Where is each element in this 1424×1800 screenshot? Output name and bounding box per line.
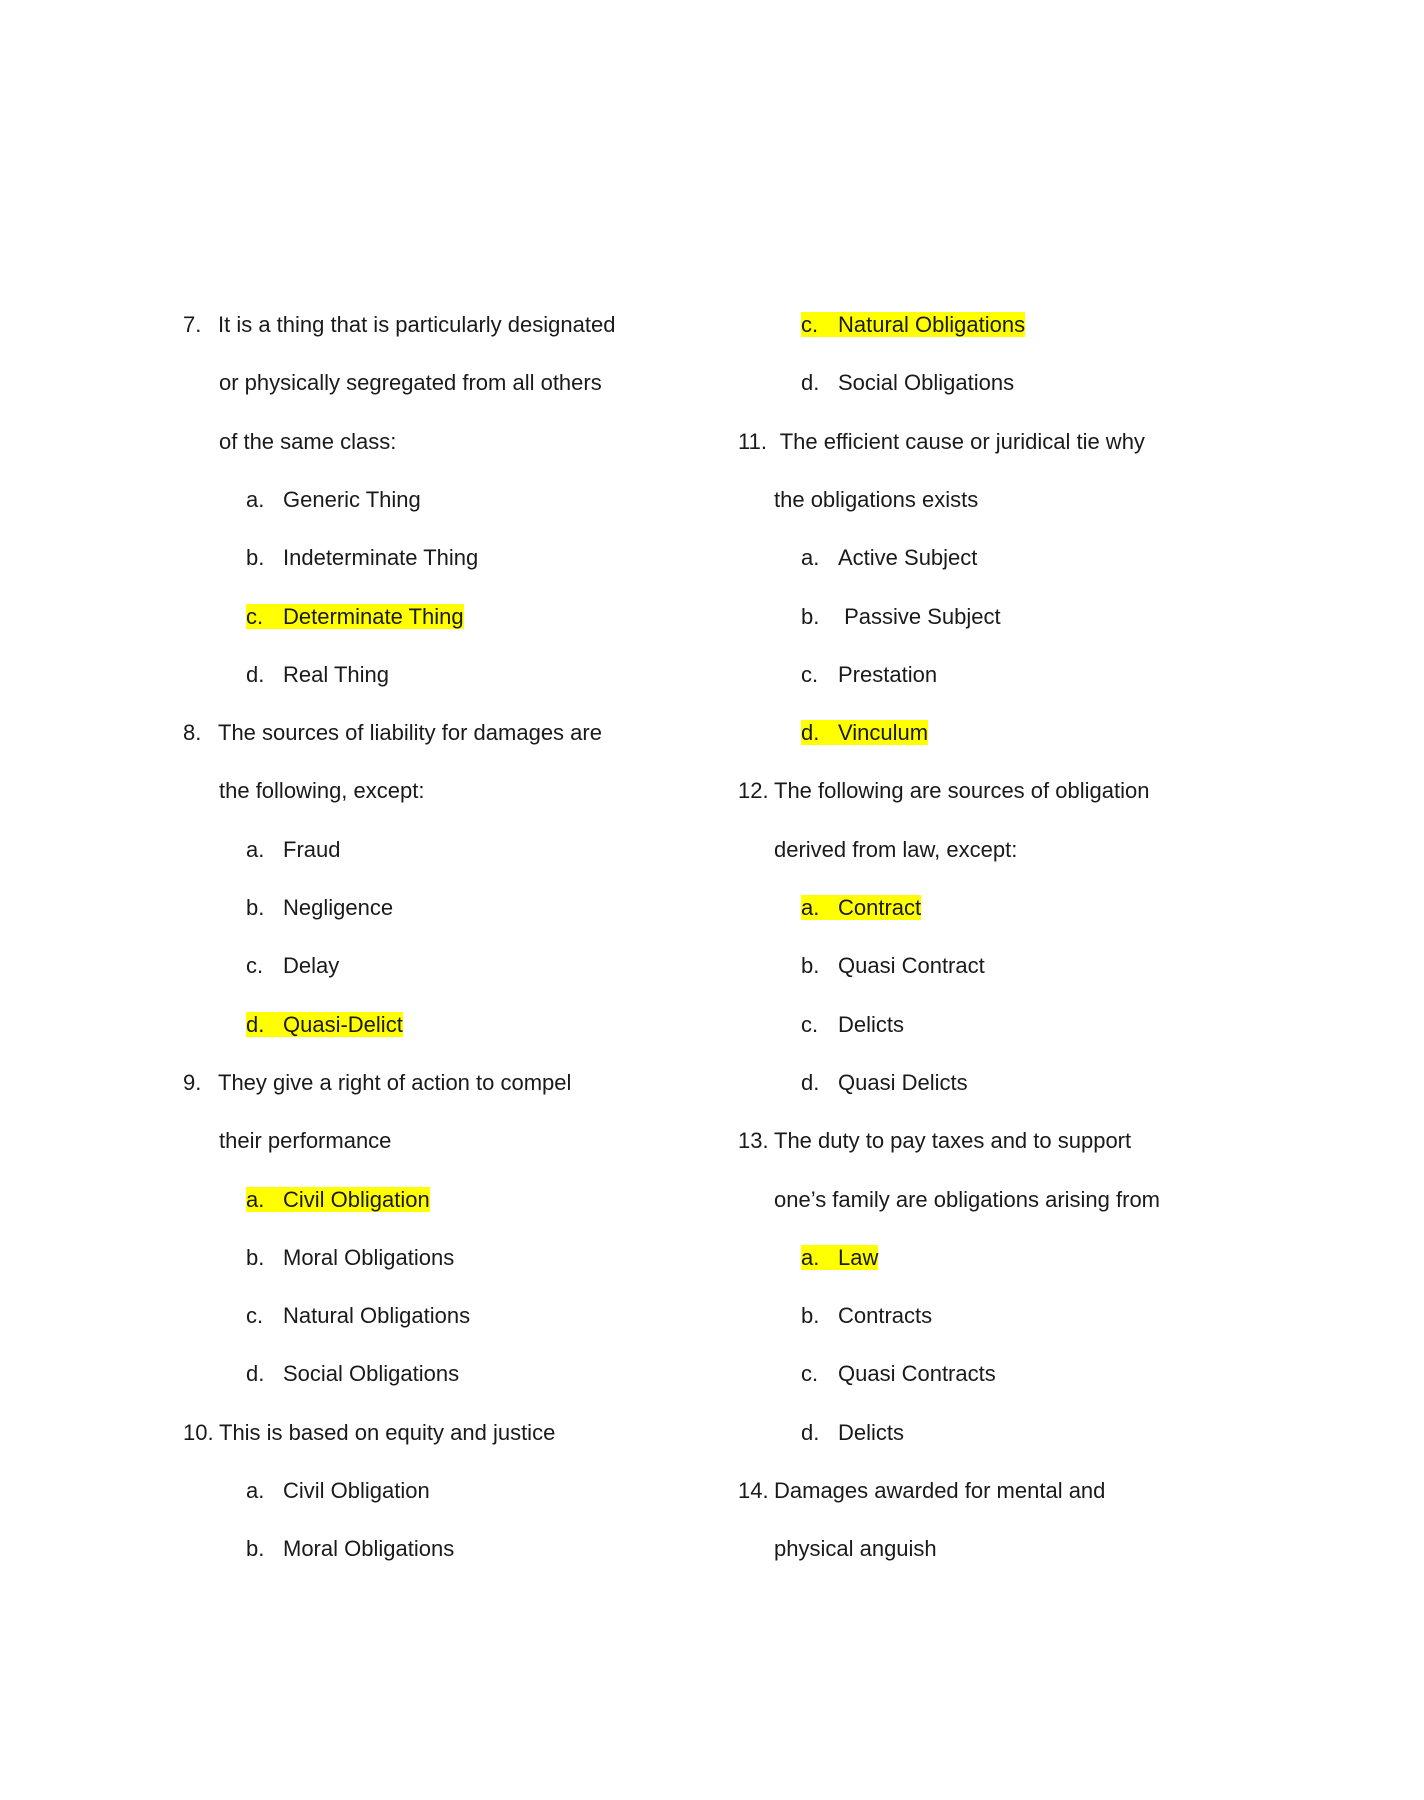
choice-letter: c. bbox=[801, 661, 819, 687]
question-text-continued: of the same class: bbox=[219, 428, 397, 454]
question-text: The duty to pay taxes and to support bbox=[774, 1128, 1132, 1154]
answer-choice bbox=[801, 1418, 904, 1448]
answer-choice-highlighted bbox=[246, 602, 464, 632]
choice-letter: a. bbox=[246, 486, 265, 512]
choice-letter: d. bbox=[801, 720, 820, 746]
question-line bbox=[183, 310, 615, 340]
choice-text: Real Thing bbox=[283, 661, 389, 687]
choice-letter: c. bbox=[246, 953, 264, 979]
choice-text: Delicts bbox=[838, 1011, 905, 1037]
highlight-mark bbox=[801, 895, 921, 920]
choice-text: Quasi Delicts bbox=[838, 1069, 968, 1095]
answer-choice bbox=[246, 1534, 454, 1564]
choice-text: Moral Obligations bbox=[283, 1244, 455, 1270]
choice-text: Passive Subject bbox=[838, 603, 1001, 629]
choice-content bbox=[801, 604, 1001, 629]
choice-content bbox=[246, 1361, 459, 1386]
choice-letter: b. bbox=[801, 603, 820, 629]
choice-letter: a. bbox=[801, 1244, 820, 1270]
choice-text: Moral Obligations bbox=[283, 1536, 455, 1562]
choice-letter: b. bbox=[801, 1303, 820, 1329]
question-line bbox=[738, 1476, 1105, 1506]
choice-content bbox=[246, 1478, 430, 1503]
question-line bbox=[183, 718, 602, 748]
answer-choice bbox=[246, 485, 421, 515]
question-number: 9. bbox=[183, 1069, 202, 1095]
choice-text: Social Obligations bbox=[283, 1361, 460, 1387]
choice-letter: c. bbox=[801, 312, 819, 337]
choice-letter: a. bbox=[801, 895, 820, 920]
choice-text: Contract bbox=[838, 895, 922, 920]
choice-letter: d. bbox=[246, 661, 265, 687]
choice-content bbox=[801, 1012, 904, 1037]
choice-content bbox=[246, 487, 421, 512]
choice-text: Quasi Contracts bbox=[838, 1361, 996, 1387]
question-text-continued: physical anguish bbox=[774, 1536, 937, 1562]
choice-letter: a. bbox=[246, 836, 265, 862]
question-number: 12. bbox=[738, 778, 769, 804]
answer-choice bbox=[246, 1476, 430, 1506]
choice-letter: d. bbox=[801, 1419, 820, 1445]
answer-choice bbox=[246, 543, 478, 573]
choice-content bbox=[801, 1070, 968, 1095]
question-line bbox=[183, 1418, 555, 1448]
answer-choice bbox=[801, 368, 1014, 398]
choice-text: Delay bbox=[283, 953, 340, 979]
choice-letter: a. bbox=[246, 1478, 265, 1503]
question-line bbox=[738, 776, 1149, 806]
answer-choice-highlighted bbox=[246, 1010, 403, 1040]
question-text-continued: or physically segregated from all others bbox=[219, 370, 602, 396]
question-text: The efficient cause or juridical tie why bbox=[774, 428, 1145, 454]
choice-content bbox=[246, 662, 389, 687]
choice-letter: d. bbox=[801, 370, 820, 396]
answer-choice bbox=[801, 602, 1001, 632]
question-text: It is a thing that is particularly designated bbox=[218, 312, 616, 337]
choice-content bbox=[801, 1303, 932, 1328]
question-number: 13. bbox=[738, 1128, 769, 1154]
question-number: 14. bbox=[738, 1478, 769, 1503]
answer-choice-highlighted bbox=[801, 718, 928, 748]
choice-text: Natural Obligations bbox=[838, 312, 1026, 337]
choice-content bbox=[801, 953, 985, 978]
question-text-continued: their performance bbox=[219, 1128, 392, 1154]
question-text-continued: the obligations exists bbox=[774, 486, 979, 512]
question-number: 10. bbox=[183, 1419, 214, 1445]
question-number: 8. bbox=[183, 720, 202, 746]
question-number: 7. bbox=[183, 312, 202, 337]
choice-letter: b. bbox=[246, 545, 265, 571]
answer-choice bbox=[246, 835, 340, 865]
choice-letter: a. bbox=[246, 1186, 265, 1212]
highlight-mark bbox=[246, 1012, 403, 1037]
choice-letter: a. bbox=[801, 545, 820, 571]
choice-text: Civil Obligation bbox=[283, 1478, 430, 1503]
choice-text: Quasi Contract bbox=[838, 953, 985, 979]
choice-letter: c. bbox=[801, 1011, 819, 1037]
answer-choice bbox=[246, 1359, 459, 1389]
answer-choice bbox=[801, 1068, 968, 1098]
answer-choice bbox=[801, 1010, 904, 1040]
choice-letter: b. bbox=[246, 895, 265, 920]
question-line bbox=[738, 1126, 1131, 1156]
highlight-mark bbox=[801, 312, 1025, 337]
choice-text: Law bbox=[838, 1244, 879, 1270]
choice-text: Negligence bbox=[283, 895, 394, 920]
choice-letter: d. bbox=[246, 1011, 265, 1037]
highlight-mark bbox=[246, 1187, 430, 1212]
answer-choice bbox=[801, 543, 977, 573]
question-text: They give a right of action to compel bbox=[218, 1069, 572, 1095]
answer-choice-highlighted bbox=[801, 1243, 878, 1273]
choice-content bbox=[246, 545, 478, 570]
question-text: The following are sources of obligation bbox=[774, 778, 1150, 804]
choice-text: Active Subject bbox=[838, 545, 978, 571]
choice-text: Determinate Thing bbox=[283, 603, 464, 629]
question-text: Damages awarded for mental and bbox=[774, 1478, 1106, 1503]
choice-content bbox=[801, 1361, 996, 1386]
answer-choice bbox=[801, 1301, 932, 1331]
question-line bbox=[738, 427, 1145, 457]
answer-choice-highlighted bbox=[801, 893, 921, 923]
choice-text: Social Obligations bbox=[838, 370, 1015, 396]
choice-letter: c. bbox=[246, 603, 264, 629]
answer-choice-highlighted bbox=[246, 1185, 430, 1215]
choice-text: Quasi-Delict bbox=[283, 1011, 403, 1037]
choice-letter: c. bbox=[801, 1361, 819, 1387]
question-number: 11. bbox=[738, 428, 767, 454]
choice-text: Fraud bbox=[283, 836, 341, 862]
answer-choice bbox=[246, 1301, 470, 1331]
choice-content bbox=[246, 1303, 470, 1328]
choice-letter: b. bbox=[801, 953, 820, 979]
choice-text: Indeterminate Thing bbox=[283, 545, 479, 571]
answer-choice bbox=[801, 951, 985, 981]
highlight-mark bbox=[801, 720, 928, 745]
answer-choice-highlighted bbox=[801, 310, 1025, 340]
choice-letter: d. bbox=[801, 1069, 820, 1095]
choice-text: Generic Thing bbox=[283, 486, 421, 512]
question-text: The sources of liability for damages are bbox=[218, 720, 602, 746]
choice-content bbox=[801, 545, 977, 570]
question-text-continued: the following, except: bbox=[219, 778, 425, 804]
question-text-continued: one’s family are obligations arising from bbox=[774, 1186, 1160, 1212]
choice-text: Contracts bbox=[838, 1303, 933, 1329]
answer-choice bbox=[246, 1243, 454, 1273]
choice-letter: c. bbox=[246, 1303, 264, 1329]
highlight-mark bbox=[246, 604, 464, 629]
choice-text: Delicts bbox=[838, 1419, 905, 1445]
choice-letter: d. bbox=[246, 1361, 265, 1387]
choice-content bbox=[246, 837, 340, 862]
question-text-continued: derived from law, except: bbox=[774, 836, 1018, 862]
choice-content bbox=[246, 895, 393, 920]
answer-choice bbox=[801, 660, 937, 690]
choice-text: Vinculum bbox=[838, 720, 929, 746]
answer-choice bbox=[246, 893, 393, 923]
question-line bbox=[183, 1068, 571, 1098]
highlight-mark bbox=[801, 1245, 878, 1270]
question-text: This is based on equity and justice bbox=[219, 1419, 556, 1445]
choice-content bbox=[801, 370, 1014, 395]
answer-choice bbox=[246, 660, 389, 690]
answer-choice bbox=[801, 1359, 996, 1389]
choice-content bbox=[246, 953, 339, 978]
choice-letter: b. bbox=[246, 1536, 265, 1562]
choice-content bbox=[801, 1420, 904, 1445]
answer-choice bbox=[246, 951, 339, 981]
choice-text: Natural Obligations bbox=[283, 1303, 471, 1329]
choice-text: Civil Obligation bbox=[283, 1186, 430, 1212]
choice-text: Prestation bbox=[838, 661, 938, 687]
choice-content bbox=[801, 662, 937, 687]
choice-content bbox=[246, 1536, 454, 1561]
choice-content bbox=[246, 1245, 454, 1270]
choice-letter: b. bbox=[246, 1244, 265, 1270]
